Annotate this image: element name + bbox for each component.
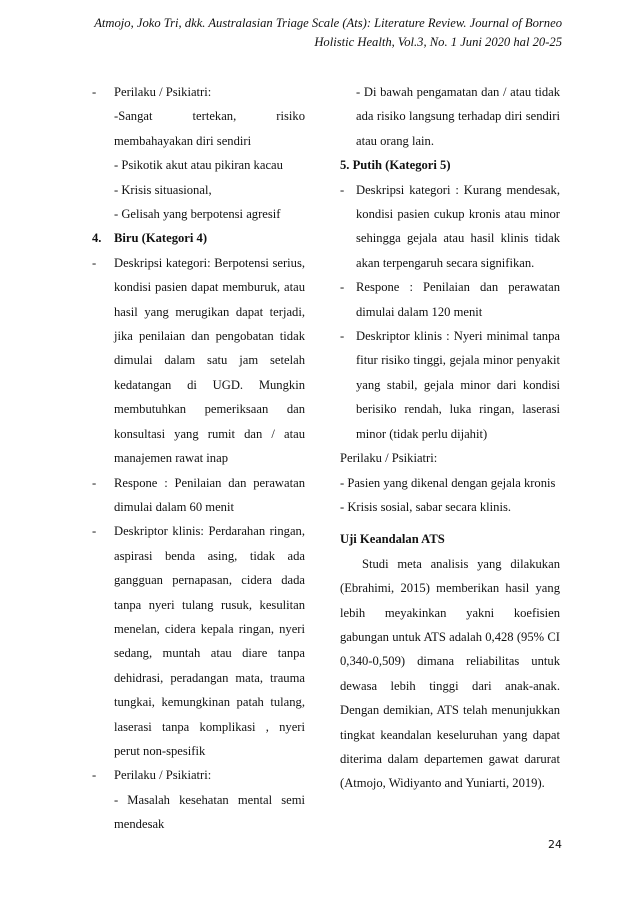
bullet-dash: - <box>340 280 345 295</box>
item-text: Respone : Penilaian dan perawatan dimulai dalam 60 menit <box>114 475 305 514</box>
item-text: Perilaku / Psikiatri: <box>114 85 212 99</box>
header-line-1: Atmojo, Joko Tri, dkk. Australasian Triage Scale (Ats): Literature Review. Journal of Borneo <box>94 16 562 30</box>
sub-item: - Masalah kesehatan mental semi mendesak <box>114 792 305 832</box>
sub-item: -Sangat tertekan, risiko membahayakan diri sendiri <box>114 109 305 148</box>
behaviour-line: - Krisis sosial, sabar secara klinis. <box>340 499 512 514</box>
bullet-dash: - <box>340 182 345 197</box>
list-item <box>340 178 560 276</box>
section-gap <box>340 519 560 527</box>
page-number: 24 <box>548 838 562 851</box>
bullet-dash: - <box>92 768 97 783</box>
body-paragraph: Studi meta analisis yang dilakukan (Ebrahimi, 2015) memberikan hasil yang lebih meyakinkan yakni koefisien gabungan untuk ATS adalah 0,428 (95% CI 0,340-0,509) dimana reliabilitas untuk dewasa lebih tinggi dari anak-anak. Dengan demikian, ATS telah menunjukkan tingkat keandalan keseluruhan yang dapat diterima dalam departemen gawat darurat (Atmojo, Widiyanto and Yuniarti, 2019). <box>340 556 560 791</box>
list-item <box>92 763 305 787</box>
item-text: Respone : Penilaian dan perawatan dimulai dalam 120 menit <box>356 280 560 319</box>
list-item <box>92 80 305 104</box>
right-column <box>340 80 560 796</box>
section-heading-reliability: Uji Keandalan ATS <box>340 532 445 547</box>
behaviour-label: Perilaku / Psikiatri: <box>340 451 438 466</box>
item-text: Deskripsi kategori: Berpotensi serius, kondisi pasien dapat memburuk, atau hasil yang merugikan dapat terjadi, jika penilaian dan pengobatan tidak dimulai dalam satu jam setelah kedatangan di UGD. Mungkin membutuhkan pemeriksaan dan konsultasi yang rumit dan / atau manajemen rawat inap <box>114 255 305 466</box>
list-item <box>92 251 305 471</box>
item-text: Deskripsi kategori : Kurang mendesak, kondisi pasien cukup kronis atau minor sehingga gejala atau hasil klinis tidak akan terpengaruh secara signifikan. <box>356 182 560 270</box>
sub-item: - Di bawah pengamatan dan / atau tidak ada risiko langsung terhadap diri sendiri atau orang lain. <box>356 85 560 148</box>
bullet-dash: - <box>92 85 97 99</box>
item-text: Perilaku / Psikiatri: <box>114 768 212 783</box>
heading-text: Biru (Kategori 4) <box>114 231 208 246</box>
item-text: Deskriptor klinis: Perdarahan ringan, aspirasi benda asing, tidak ada gangguan pernapasan, cidera dada tanpa nyeri tulang rusuk, kesulitan menelan, cidera kepala ringan, nyeri sedang, muntah atau diare tanpa dehidrasi, peradangan mata, trauma tungkai, kemungkinan patah tulang, laserasi tanpa komplikasi , nyeri perut non-spesifik <box>114 524 305 758</box>
item-text: Deskriptor klinis : Nyeri minimal tanpa fitur risiko tinggi, gejala minor penyakit yang stabil, gejala minor dari kondisi berisiko rendah, luka ringan, laserasi minor (tidak perlu dijahit) <box>356 329 560 441</box>
bullet-dash: - <box>340 329 345 344</box>
list-item <box>340 275 560 324</box>
sub-item: - Psikotik akut atau pikiran kacau <box>114 158 283 173</box>
section-heading-category-4 <box>92 226 305 250</box>
sub-item: - Gelisah yang berpotensi agresif <box>114 207 281 222</box>
section-heading-category-5: 5. Putih (Kategori 5) <box>340 158 451 173</box>
bullet-dash: - <box>92 255 97 270</box>
header-line-2: Holistic Health, Vol.3, No. 1 Juni 2020 hal 20-25 <box>314 35 562 49</box>
sub-item: - Krisis situasional, <box>114 182 212 197</box>
list-item <box>92 519 305 763</box>
bullet-dash: - <box>92 475 97 490</box>
running-header <box>72 14 562 52</box>
bullet-dash: - <box>92 524 97 539</box>
behaviour-line: - Pasien yang dikenal dengan gejala kronis <box>340 475 556 490</box>
left-column <box>92 80 305 837</box>
list-item <box>92 471 305 520</box>
heading-number: 4. <box>92 231 102 246</box>
list-item <box>340 324 560 446</box>
